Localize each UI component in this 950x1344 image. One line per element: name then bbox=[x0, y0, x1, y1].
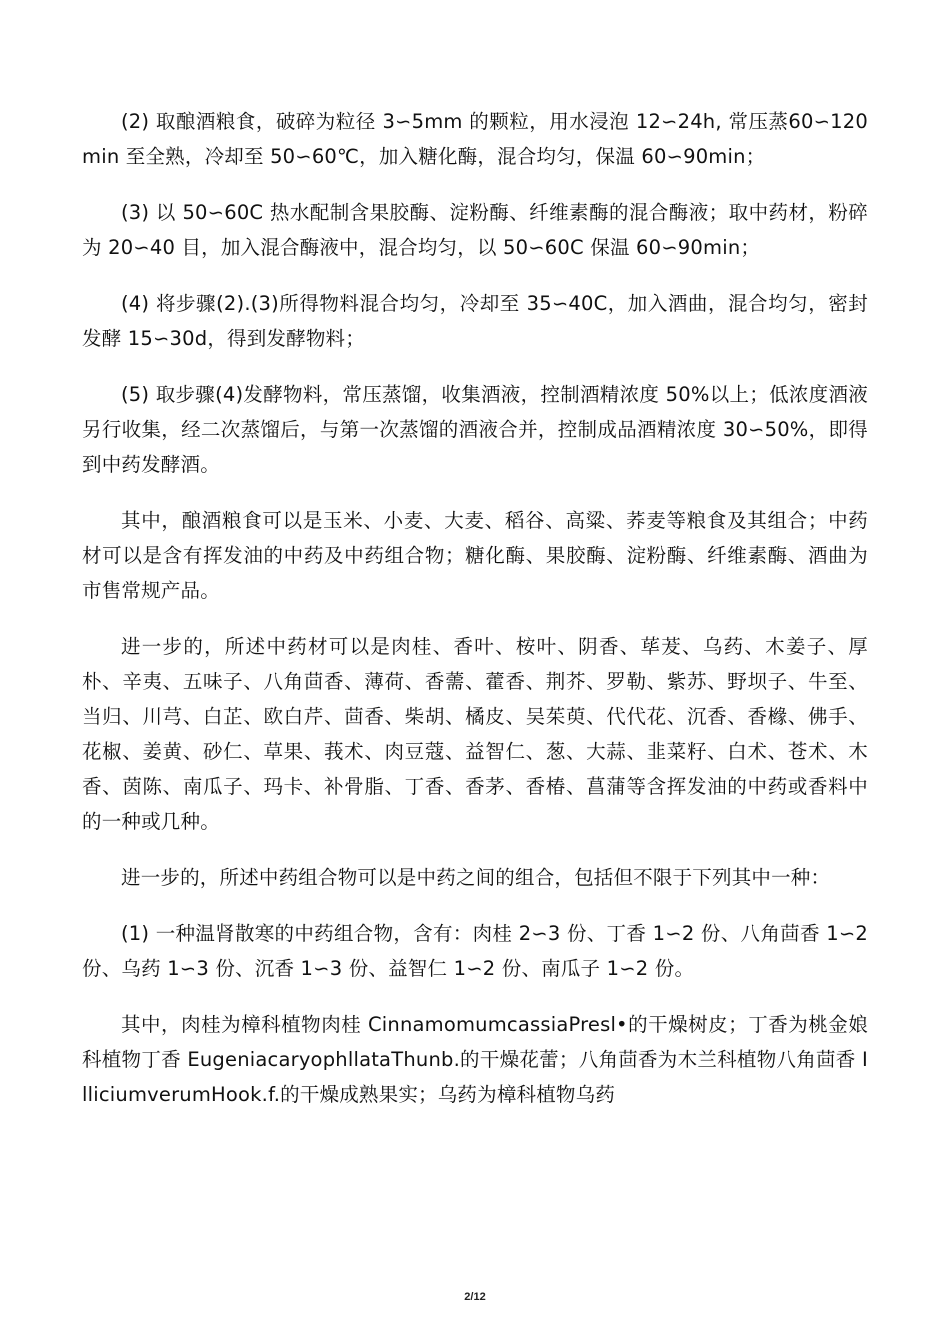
paragraph-step-2: (2) 取酿酒粮食，破碎为粒径 3∽5mm 的颗粒，用水浸泡 12∽24h, 常压蒸60∽120min 至全熟，冷却至 50∽60℃，加入糖化酶，混合均匀，保温 60∽90min； bbox=[82, 110, 868, 168]
paragraph-herb-sources: 其中，肉桂为樟科植物肉桂 CinnamomumcassiaPresl•的干燥树皮；丁香为桃金娘科植物丁香 EugeniacaryophllataThunb.的干燥花蕾；八角茴香为木兰科植物八角茴香 IlliciumverumHook.f.的干燥成熟果实；乌药为樟科植物乌药 bbox=[82, 1013, 868, 1106]
paragraph-herb-list: 进一步的，所述中药材可以是肉桂、香叶、桉叶、阴香、荜茇、乌药、木姜子、厚朴、辛夷、五味子、八角茴香、薄荷、香薷、藿香、荆芥、罗勒、紫苏、野坝子、牛至、当归、川芎、白芷、欧白芹、茴香、柴胡、橘皮、吴茱萸、代代花、沉香、香橼、佛手、花椒、姜黄、砂仁、草果、莪术、肉豆蔻、益智仁、葱、大蒜、韭菜籽、白术、苍术、木香、茵陈、南瓜子、玛卡、补骨脂、丁香、香茅、香椿、菖蒲等含挥发油的中药或香料中的一种或几种。 bbox=[82, 635, 868, 833]
paragraph-composition-intro: 进一步的，所述中药组合物可以是中药之间的组合，包括但不限于下列其中一种： bbox=[121, 866, 831, 889]
paragraph-grain-and-herbs: 其中，酿酒粮食可以是玉米、小麦、大麦、稻谷、高粱、荞麦等粮食及其组合；中药材可以是含有挥发油的中药及中药组合物；糖化酶、果胶酶、淀粉酶、纤维素酶、酒曲为市售常规产品。 bbox=[82, 509, 868, 602]
document-body bbox=[82, 104, 868, 1112]
paragraph-composition-1: (1) 一种温肾散寒的中药组合物，含有：肉桂 2∽3 份、丁香 1∽2 份、八角茴香 1∽2 份、乌药 1∽3 份、沉香 1∽3 份、益智仁 1∽2 份、南瓜子 1∽2 份。 bbox=[82, 922, 868, 980]
paragraph-step-4: (4) 将步骤(2).(3)所得物料混合均匀，冷却至 35∽40C，加入酒曲，混合均匀，密封发酵 15∽30d，得到发酵物料； bbox=[82, 292, 868, 350]
page-number: 2/12 bbox=[464, 1291, 486, 1303]
paragraph-step-5: (5) 取步骤(4)发酵物料，常压蒸馏，收集酒液，控制酒精浓度 50%以上；低浓度酒液另行收集，经二次蒸馏后，与第一次蒸馏的酒液合并，控制成品酒精浓度 30∽50%，即得到中药发酵酒。 bbox=[82, 383, 868, 476]
paragraph-step-3: (3) 以 50∽60C 热水配制含果胶酶、淀粉酶、纤维素酶的混合酶液；取中药材，粉碎为 20∽40 目，加入混合酶液中，混合均匀，以 50∽60C 保温 60∽90min； bbox=[82, 201, 868, 259]
